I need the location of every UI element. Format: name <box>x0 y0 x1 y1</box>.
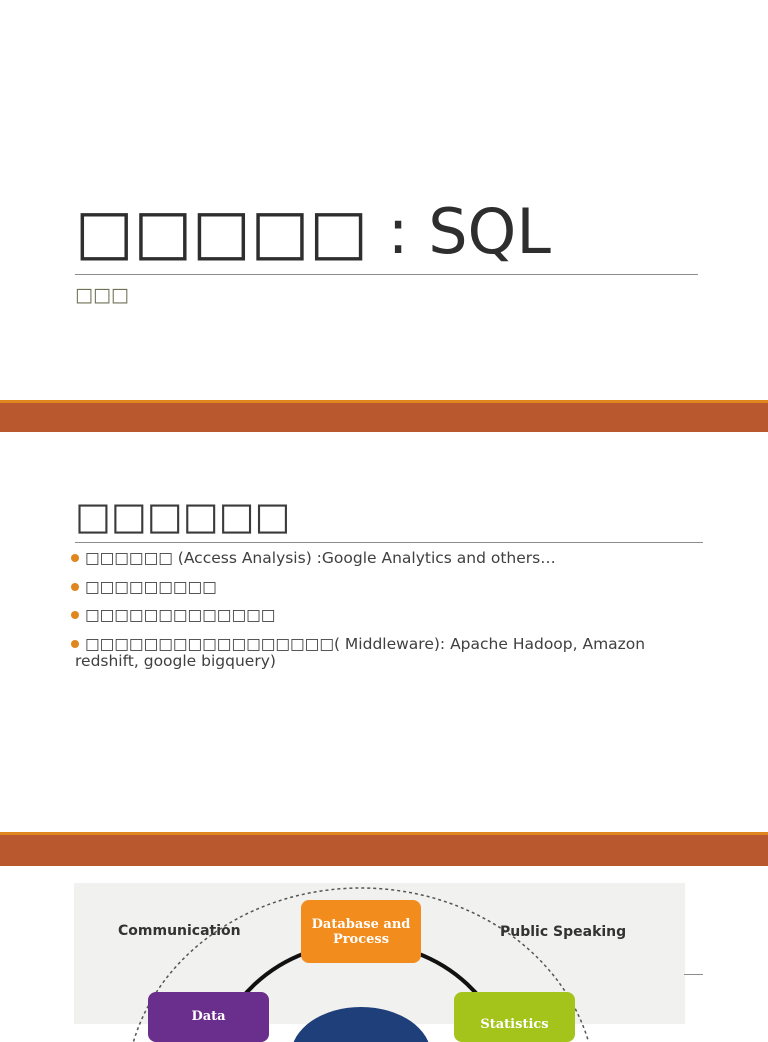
bullet-item: □□□□□□□□□□□□□□□□□( Middleware): Apache Hadoop, Amazon redshift, google bigquery) <box>75 636 705 670</box>
bullet-icon <box>71 611 79 619</box>
data-box: Data <box>148 992 269 1042</box>
database-process-box: Database and Process <box>301 900 421 963</box>
statistics-box: Statistics <box>454 992 575 1042</box>
skills-diagram <box>74 883 685 1032</box>
heading-divider <box>75 542 703 543</box>
bullet-item: □□□□□□□□□ <box>75 579 705 596</box>
diagram-slide <box>0 866 768 1032</box>
slide-heading: □□□□□□ <box>75 494 291 538</box>
bullet-list <box>75 550 705 681</box>
title-divider <box>75 274 698 275</box>
public-speaking-label: Public Speaking <box>500 924 627 940</box>
content-slide <box>0 432 768 832</box>
title-slide <box>0 0 768 400</box>
center-circle <box>291 1007 431 1042</box>
bullet-item: □□□□□□ (Access Analysis) :Google Analytics and others… <box>75 550 705 567</box>
bullet-icon <box>71 640 79 648</box>
slide-title: □□□□□ : SQL <box>75 195 551 268</box>
communication-label: Communication <box>118 923 241 939</box>
slide-separator-band <box>0 403 768 432</box>
bullet-icon <box>71 583 79 591</box>
slide-divider <box>684 974 703 975</box>
slide-subtitle: □□□ <box>75 284 129 306</box>
bullet-item: □□□□□□□□□□□□□ <box>75 607 705 624</box>
slide-separator-band <box>0 835 768 866</box>
bullet-icon <box>71 554 79 562</box>
